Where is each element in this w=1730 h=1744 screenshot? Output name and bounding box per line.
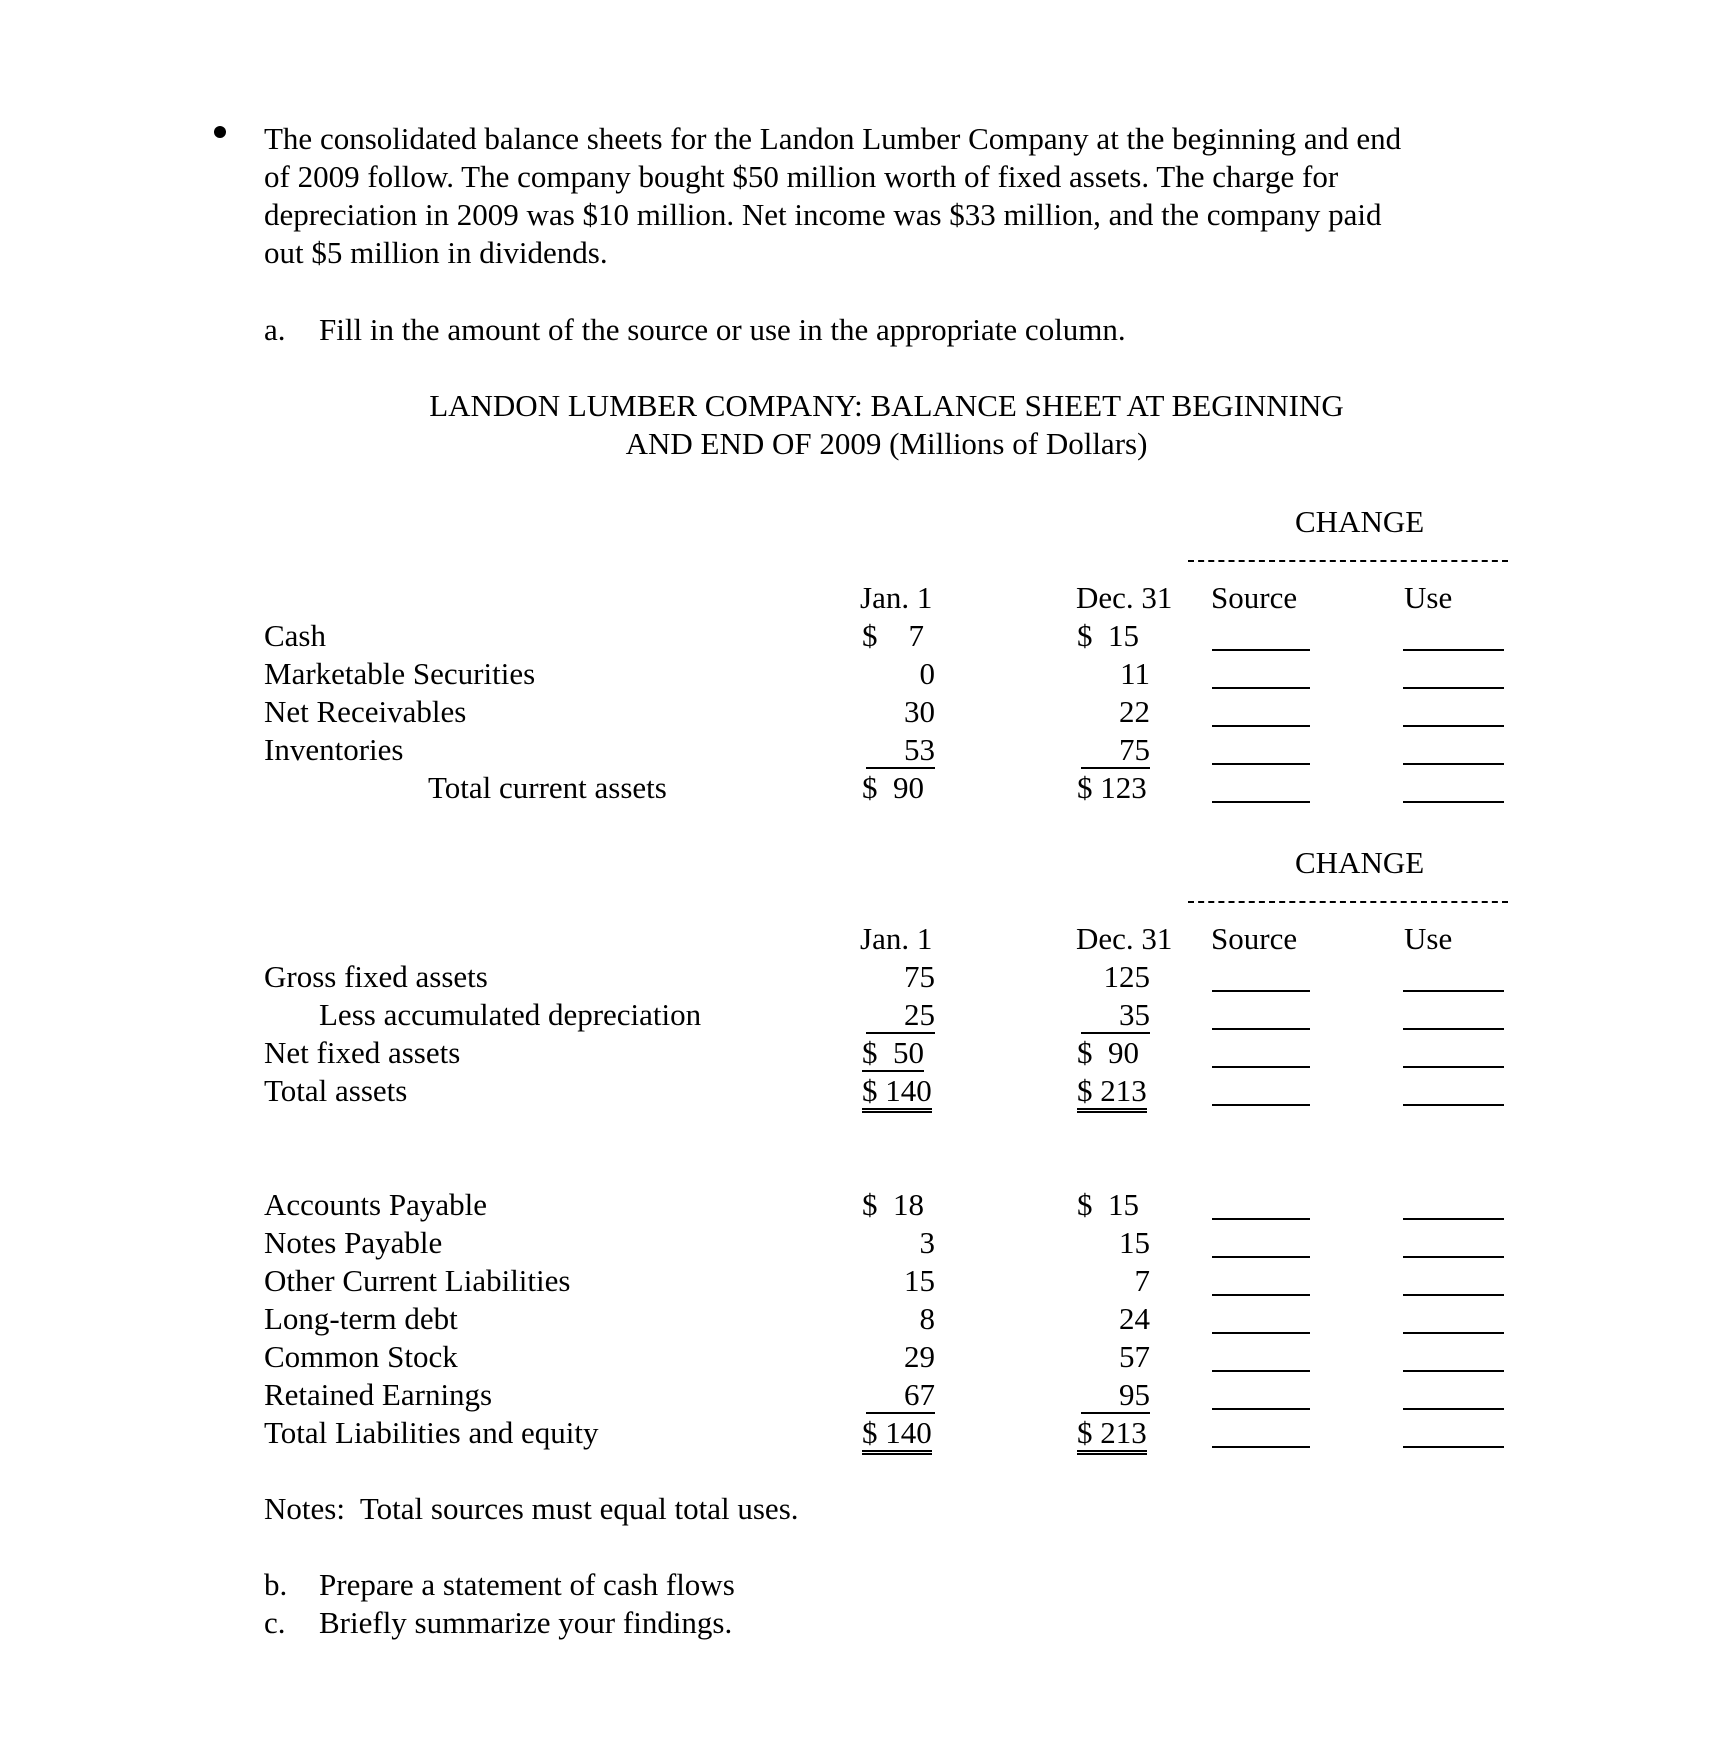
dec-value: $ 15 (1077, 1187, 1139, 1222)
dec-value: $ 90 (1077, 1035, 1139, 1070)
use-blank[interactable] (1403, 1408, 1504, 1410)
row-label: Cash (264, 618, 326, 653)
source-blank[interactable] (1212, 1408, 1310, 1410)
use-blank[interactable] (1403, 1104, 1504, 1106)
row-label: Less accumulated depreciation (319, 997, 702, 1032)
source-blank[interactable] (1212, 1256, 1310, 1258)
dec-value: 57 (1119, 1339, 1150, 1374)
row-label: Marketable Securities (264, 656, 536, 691)
row-label: Total Liabilities and equity (264, 1415, 599, 1450)
dec-value: 125 (1103, 959, 1150, 994)
source-header: Source (1211, 921, 1298, 956)
jan-value: $ 7 (862, 618, 924, 653)
row-label: Retained Earnings (264, 1377, 493, 1412)
row-label: Net fixed assets (264, 1035, 461, 1070)
source-blank[interactable] (1212, 1028, 1310, 1030)
use-blank[interactable] (1403, 725, 1504, 727)
row-label: Gross fixed assets (264, 959, 488, 994)
intro-line: The consolidated balance sheets for the Landon Lumber Company at the beginning and end (264, 121, 1402, 156)
use-blank[interactable] (1403, 763, 1504, 765)
use-blank[interactable] (1403, 1294, 1504, 1296)
jan-value: 3 (919, 1225, 935, 1260)
row-label: Long-term debt (264, 1301, 458, 1336)
jan-value: 8 (919, 1301, 935, 1336)
dec-header: Dec. 31 (1076, 921, 1173, 956)
row-label: Other Current Liabilities (264, 1263, 571, 1298)
row-label: Common Stock (264, 1339, 458, 1374)
dec-value: 15 (1119, 1225, 1150, 1260)
source-header: Source (1211, 580, 1298, 615)
use-header: Use (1404, 580, 1453, 615)
source-blank[interactable] (1212, 1370, 1310, 1372)
intro-line: out $5 million in dividends. (264, 235, 608, 270)
jan-value: 67 (866, 1378, 935, 1414)
dec-value: $ 15 (1077, 618, 1139, 653)
part-a-text: Fill in the amount of the source or use in the appropriate column. (319, 312, 1126, 347)
change-divider (1188, 560, 1508, 562)
dec-value: $ 213 (1077, 1416, 1147, 1455)
dec-value: 95 (1081, 1378, 1150, 1414)
jan-header: Jan. 1 (860, 580, 933, 615)
table-title-line2: AND END OF 2009 (Millions of Dollars) (625, 426, 1148, 461)
notes-text: Notes: Total sources must equal total uses. (264, 1491, 799, 1526)
use-blank[interactable] (1403, 1446, 1504, 1448)
dec-value: 11 (1120, 656, 1150, 691)
dec-value: 35 (1081, 998, 1150, 1034)
jan-value: $ 140 (862, 1416, 932, 1455)
part-c-text: Briefly summarize your findings. (319, 1605, 733, 1640)
jan-value: 0 (919, 656, 935, 691)
source-blank[interactable] (1212, 649, 1310, 651)
source-blank[interactable] (1212, 725, 1310, 727)
use-blank[interactable] (1403, 990, 1504, 992)
jan-value: 30 (904, 694, 935, 729)
dec-value: 22 (1119, 694, 1150, 729)
use-blank[interactable] (1403, 1256, 1504, 1258)
use-blank[interactable] (1403, 1028, 1504, 1030)
part-c-letter: c. (264, 1605, 286, 1640)
dec-value: 24 (1119, 1301, 1150, 1336)
jan-value: 75 (904, 959, 935, 994)
row-label: Notes Payable (264, 1225, 443, 1260)
part-b-text: Prepare a statement of cash flows (319, 1567, 735, 1602)
source-blank[interactable] (1212, 990, 1310, 992)
source-blank[interactable] (1212, 801, 1310, 803)
dec-value: 75 (1081, 733, 1150, 769)
source-blank[interactable] (1212, 763, 1310, 765)
use-blank[interactable] (1403, 687, 1504, 689)
jan-value: 25 (866, 998, 935, 1034)
use-blank[interactable] (1403, 1066, 1504, 1068)
source-blank[interactable] (1212, 1332, 1310, 1334)
jan-value: 15 (904, 1263, 935, 1298)
dec-value: $ 213 (1077, 1074, 1147, 1113)
source-blank[interactable] (1212, 1104, 1310, 1106)
row-label-total: Total current assets (428, 770, 667, 805)
table-title-line1: LANDON LUMBER COMPANY: BALANCE SHEET AT BEGINNING (429, 388, 1344, 423)
source-blank[interactable] (1212, 1218, 1310, 1220)
intro-line: depreciation in 2009 was $10 million. Net income was $33 million, and the company paid (264, 197, 1382, 232)
use-blank[interactable] (1403, 801, 1504, 803)
part-a-letter: a. (264, 312, 286, 347)
use-header: Use (1404, 921, 1453, 956)
row-label: Net Receivables (264, 694, 467, 729)
jan-header: Jan. 1 (860, 921, 933, 956)
jan-value: 29 (904, 1339, 935, 1374)
source-blank[interactable] (1212, 1066, 1310, 1068)
source-blank[interactable] (1212, 687, 1310, 689)
source-blank[interactable] (1212, 1294, 1310, 1296)
dec-header: Dec. 31 (1076, 580, 1173, 615)
change-header: CHANGE (1295, 845, 1425, 880)
jan-value: 53 (866, 733, 935, 769)
intro-line: of 2009 follow. The company bought $50 million worth of fixed assets. The charge for (264, 159, 1339, 194)
jan-value: $ 90 (862, 770, 924, 805)
dec-value: $ 123 (1077, 770, 1147, 805)
change-divider (1188, 901, 1508, 903)
use-blank[interactable] (1403, 1218, 1504, 1220)
jan-value: $ 50 (862, 1035, 924, 1070)
use-blank[interactable] (1403, 1332, 1504, 1334)
bullet-point (214, 126, 226, 138)
source-blank[interactable] (1212, 1446, 1310, 1448)
jan-value: $ 18 (862, 1187, 924, 1222)
row-label: Inventories (264, 732, 404, 767)
jan-value: $ 140 (862, 1074, 932, 1113)
change-header: CHANGE (1295, 504, 1425, 539)
part-b-letter: b. (264, 1567, 288, 1602)
use-blank[interactable] (1403, 649, 1504, 651)
row-label: Total assets (264, 1073, 408, 1108)
dec-value: 7 (1134, 1263, 1150, 1298)
row-label: Accounts Payable (264, 1187, 487, 1222)
use-blank[interactable] (1403, 1370, 1504, 1372)
